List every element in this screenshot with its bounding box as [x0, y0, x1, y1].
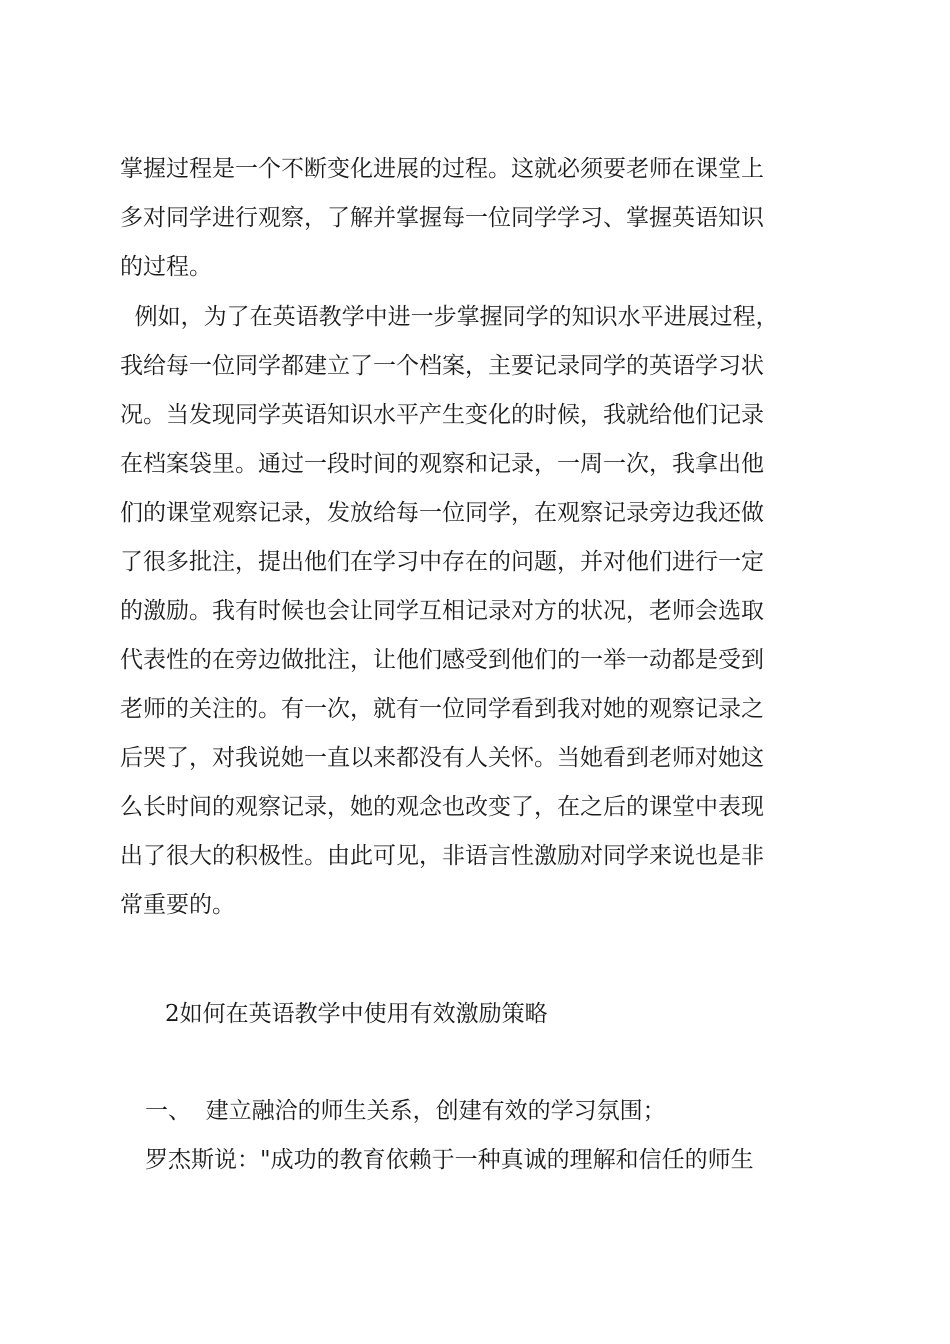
text-line: 罗杰斯说："成功的教育依赖于一种真诚的理解和信任的师生	[145, 1147, 754, 1173]
section-heading	[165, 990, 885, 1039]
text-line: 的激励。我有时候也会让同学互相记录对方的状况，老师会选取	[120, 598, 764, 624]
text-line: 况。当发现同学英语知识水平产生变化的时候，我就给他们记录	[120, 402, 764, 428]
text-line: 后哭了，对我说她一直以来都没有人关怀。当她看到老师对她这	[120, 745, 764, 771]
paragraph-1	[120, 145, 840, 292]
paragraph-3	[145, 1136, 865, 1185]
text-line: 例如，为了在英语教学中进一步掌握同学的知识水平进展过程，	[120, 304, 779, 330]
text-line: 我给每一位同学都建立了一个档案，主要记录同学的英语学习状	[120, 353, 764, 379]
text-line: 掌握过程是一个不断变化进展的过程。这就必须要老师在课堂上	[120, 156, 764, 182]
subsection-heading	[145, 1087, 865, 1136]
text-line: 老师的关注的。有一次，就有一位同学看到我对她的观察记录之	[120, 696, 764, 722]
text-line: 了很多批注，提出他们在学习中存在的问题，并对他们进行一定	[120, 549, 764, 575]
subsection-heading-text: 一、 建立融洽的师生关系，创建有效的学习氛围；	[145, 1098, 666, 1124]
section-heading-text: 2如何在英语教学中使用有效激励策略	[165, 1001, 548, 1027]
text-line: 多对同学进行观察，了解并掌握每一位同学学习、掌握英语知识	[120, 205, 764, 231]
text-line: 的过程。	[120, 254, 212, 280]
text-line: 代表性的在旁边做批注，让他们感受到他们的一举一动都是受到	[120, 647, 764, 673]
text-line: 么长时间的观察记录，她的观念也改变了，在之后的课堂中表现	[120, 794, 764, 820]
paragraph-2	[120, 293, 840, 930]
text-line: 们的课堂观察记录，发放给每一位同学，在观察记录旁边我还做	[120, 500, 764, 526]
text-line: 常重要的。	[120, 892, 235, 918]
text-line: 在档案袋里。通过一段时间的观察和记录，一周一次，我拿出他	[120, 451, 764, 477]
text-line: 出了很大的积极性。由此可见，非语言性激励对同学来说也是非	[120, 843, 764, 869]
